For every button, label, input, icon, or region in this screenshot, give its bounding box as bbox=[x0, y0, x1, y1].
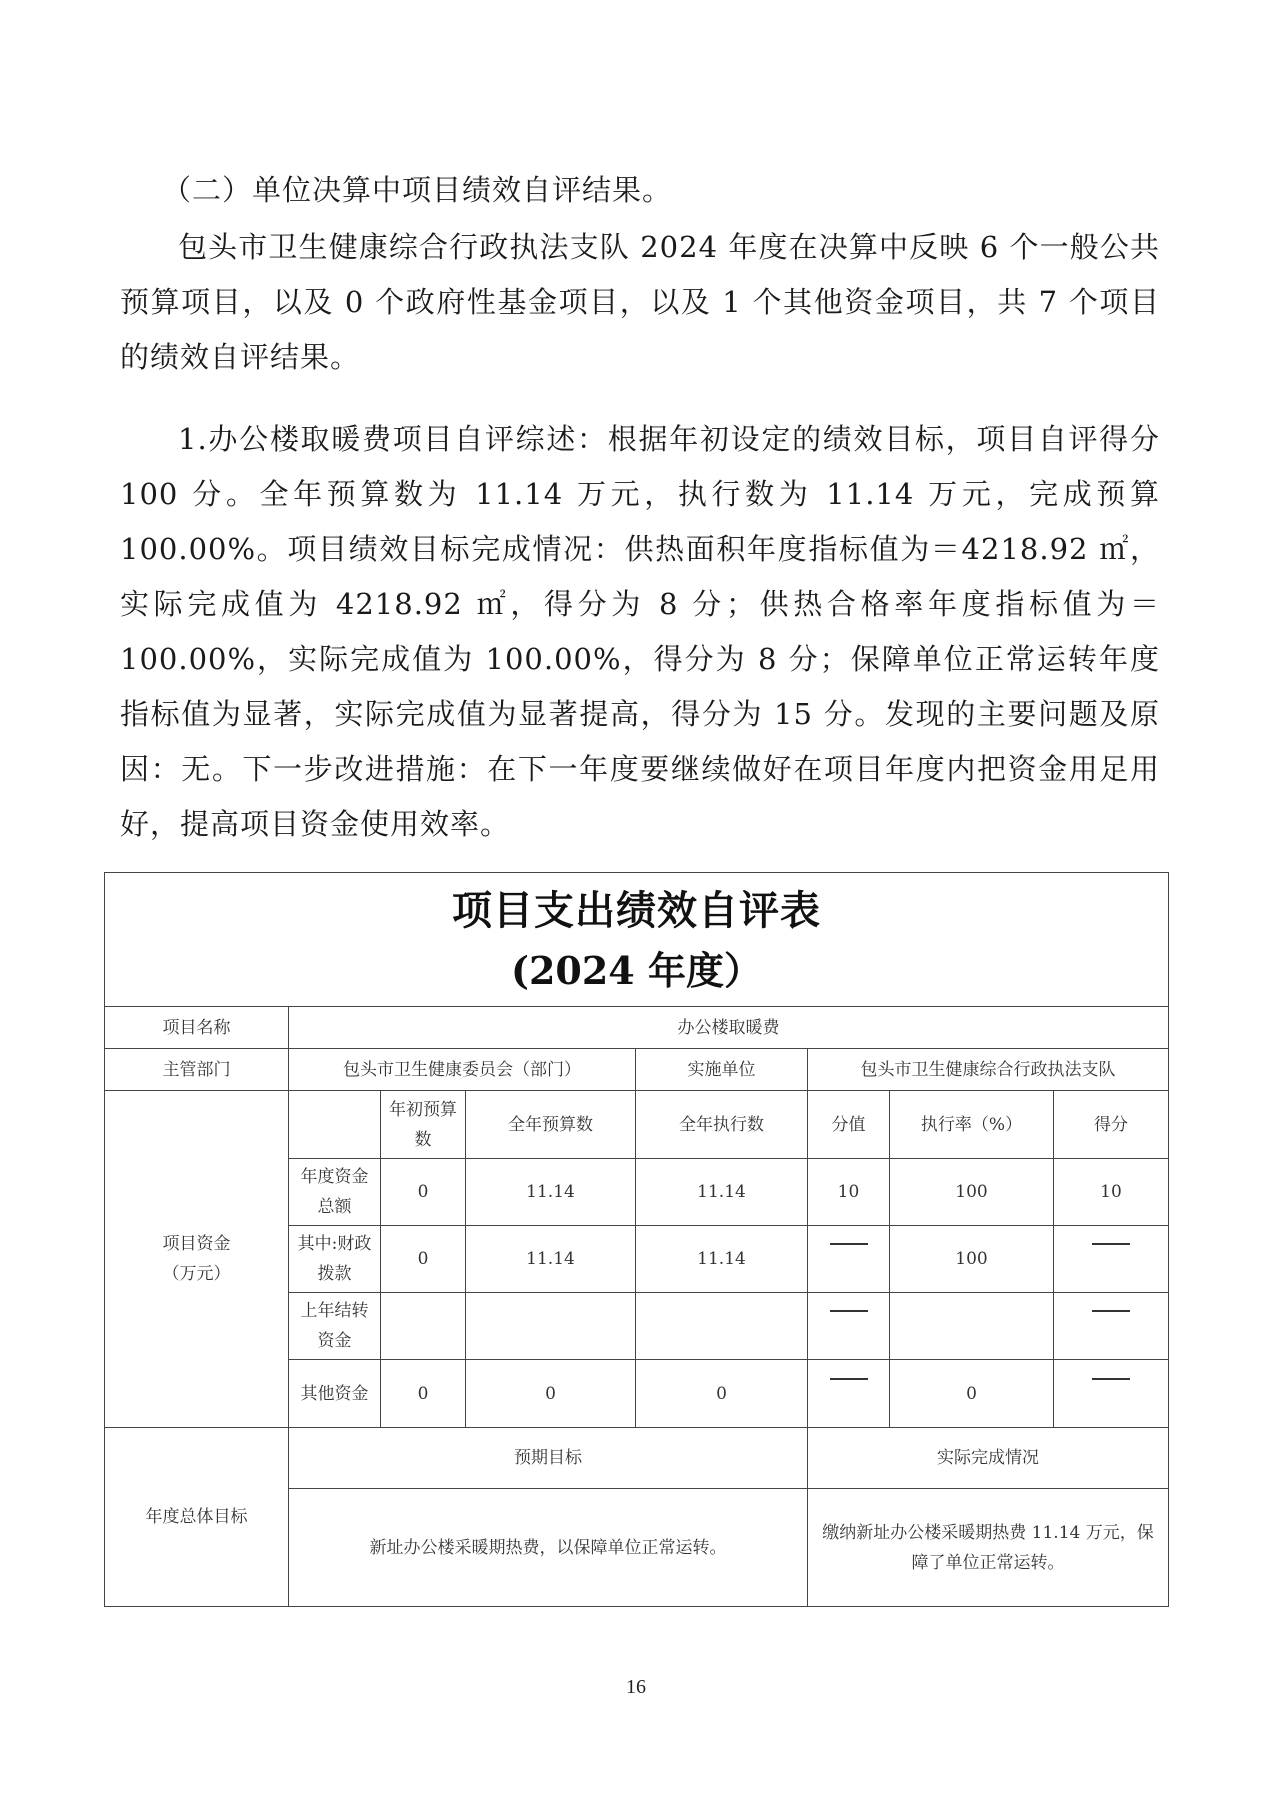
cell-annual-budget: 0 bbox=[466, 1360, 636, 1428]
cell-rate: 100 bbox=[890, 1159, 1054, 1226]
header-weight: 分值 bbox=[808, 1091, 890, 1159]
department-value: 包头市卫生健康委员会（部门） bbox=[289, 1049, 636, 1091]
funds-header-blank bbox=[289, 1091, 381, 1159]
cell-score bbox=[1054, 1360, 1169, 1428]
cell-score bbox=[1054, 1226, 1169, 1293]
dash-placeholder bbox=[830, 1243, 868, 1275]
row-label: 年度资金总额 bbox=[289, 1159, 381, 1226]
annual-goal-label: 年度总体目标 bbox=[105, 1428, 289, 1607]
cell-annual-budget: 11.14 bbox=[466, 1159, 636, 1226]
cell-annual-budget: 11.14 bbox=[466, 1226, 636, 1293]
cell-executed: 11.14 bbox=[636, 1159, 808, 1226]
implementer-value: 包头市卫生健康综合行政执法支队 bbox=[808, 1049, 1169, 1091]
cell-initial: 0 bbox=[381, 1226, 466, 1293]
project-self-evaluation-table bbox=[104, 872, 1169, 1607]
dash-placeholder bbox=[1092, 1310, 1130, 1342]
cell-executed: 0 bbox=[636, 1360, 808, 1428]
department-label: 主管部门 bbox=[105, 1049, 289, 1091]
cell-initial: 0 bbox=[381, 1159, 466, 1226]
cell-initial bbox=[381, 1293, 466, 1360]
dash-placeholder bbox=[1092, 1243, 1130, 1275]
section-heading: （二）单位决算中项目绩效自评结果。 bbox=[162, 173, 673, 207]
project-name-label: 项目名称 bbox=[105, 1007, 289, 1049]
row-label: 其中:财政拨款 bbox=[289, 1226, 381, 1293]
cell-initial: 0 bbox=[381, 1360, 466, 1428]
cell-score: 10 bbox=[1054, 1159, 1169, 1226]
cell-executed: 11.14 bbox=[636, 1226, 808, 1293]
page-number: 16 bbox=[626, 1676, 646, 1698]
implementer-label: 实施单位 bbox=[636, 1049, 808, 1091]
expected-goal-text: 新址办公楼采暖期热费，以保障单位正常运转。 bbox=[289, 1489, 808, 1607]
dash-placeholder bbox=[830, 1310, 868, 1342]
intro-paragraph: 包头市卫生健康综合行政执法支队 2024 年度在决算中反映 6 个一般公共预算项目，以及 0 个政府性基金项目，以及 1 个其他资金项目，共 7 个项目的绩效自评结果。 bbox=[120, 230, 1160, 374]
cell-rate: 0 bbox=[890, 1360, 1054, 1428]
cell-score bbox=[1054, 1293, 1169, 1360]
table-title-cell bbox=[105, 873, 1169, 1007]
header-initial-budget: 年初预算数 bbox=[381, 1091, 466, 1159]
funds-label: 项目资金 bbox=[162, 1234, 231, 1254]
dash-placeholder bbox=[1092, 1378, 1130, 1410]
table-subtitle: (2024 年度） bbox=[511, 947, 762, 993]
header-score: 得分 bbox=[1054, 1091, 1169, 1159]
actual-completion-header: 实际完成情况 bbox=[808, 1428, 1169, 1489]
row-label: 其他资金 bbox=[289, 1360, 381, 1428]
expected-goal-header: 预期目标 bbox=[289, 1428, 808, 1489]
cell-annual-budget bbox=[466, 1293, 636, 1360]
dash-placeholder bbox=[830, 1378, 868, 1410]
actual-completion-text: 缴纳新址办公楼采暖期热费 11.14 万元，保障了单位正常运转。 bbox=[808, 1489, 1169, 1607]
item-summary-paragraph: 1.办公楼取暖费项目自评综述：根据年初设定的绩效目标，项目自评得分 100 分。全年预算数为 11.14 万元，执行数为 11.14 万元，完成预算 100.00%。项目绩效目标完成情况：供热面积年度指标值为＝4218.92 ㎡，实际完成值为 4218.92 ㎡，得分为 8 分；供热合格率年度指标值为＝100.00%，实际完成值为 100.00%，得分为 8 分；保障单位正常运转年度指标值为显著，实际完成值为显著提高，得分为 15 分。发现的主要问题及原因：无。下一步改进措施：在下一年度要继续做好在项目年度内把资金用足用好，提高项目资金使用效率。 bbox=[120, 422, 1160, 841]
header-rate: 执行率（%） bbox=[890, 1091, 1054, 1159]
funds-unit: （万元） bbox=[162, 1264, 231, 1284]
cell-weight bbox=[808, 1293, 890, 1360]
cell-weight: 10 bbox=[808, 1159, 890, 1226]
header-annual-budget: 全年预算数 bbox=[466, 1091, 636, 1159]
cell-executed bbox=[636, 1293, 808, 1360]
funds-label-cell bbox=[105, 1091, 289, 1428]
cell-weight bbox=[808, 1226, 890, 1293]
table-title: 项目支出绩效自评表 bbox=[452, 886, 821, 934]
project-name-value: 办公楼取暖费 bbox=[289, 1007, 1169, 1049]
header-executed: 全年执行数 bbox=[636, 1091, 808, 1159]
cell-rate bbox=[890, 1293, 1054, 1360]
cell-weight bbox=[808, 1360, 890, 1428]
cell-rate: 100 bbox=[890, 1226, 1054, 1293]
row-label: 上年结转资金 bbox=[289, 1293, 381, 1360]
